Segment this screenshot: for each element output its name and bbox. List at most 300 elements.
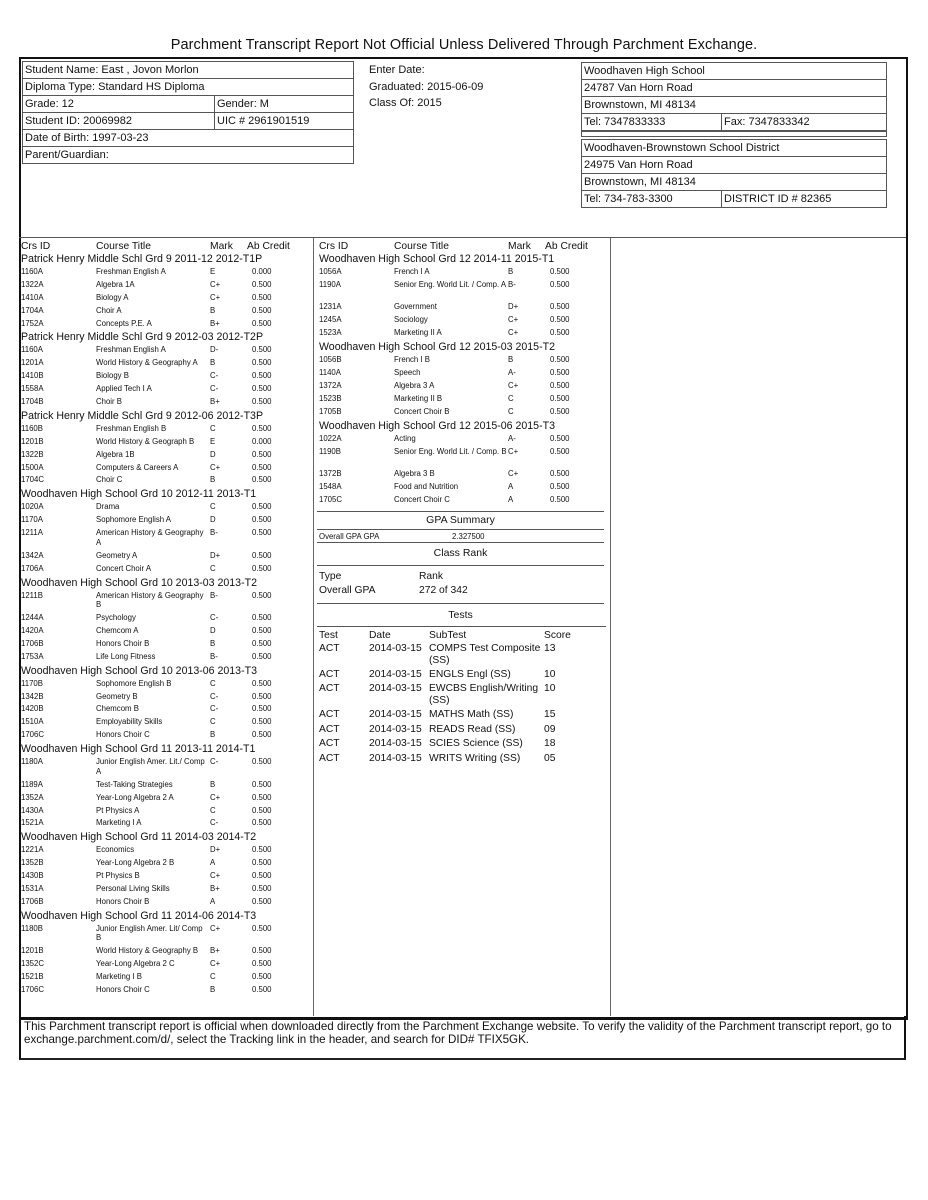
course-credit: 0.500 bbox=[550, 302, 570, 312]
course-mark: E bbox=[210, 436, 216, 446]
course-id: 1706C bbox=[21, 985, 44, 994]
test-subtest: READS Read (SS) bbox=[429, 723, 516, 735]
course-credit: 0.000 bbox=[252, 436, 272, 446]
course-id: 1342A bbox=[21, 550, 44, 560]
course-row bbox=[21, 896, 311, 909]
course-title: Speech bbox=[394, 368, 421, 378]
course-credit: 0.500 bbox=[252, 883, 272, 893]
course-row bbox=[319, 393, 607, 406]
school-tel: Tel: 7347833333 bbox=[584, 114, 722, 130]
test-name: ACT bbox=[319, 723, 340, 735]
course-mark: C bbox=[210, 678, 216, 688]
course-id: 1420A bbox=[21, 626, 44, 635]
rank-type: Overall GPA bbox=[319, 585, 376, 597]
course-title: Biology B bbox=[96, 371, 129, 381]
course-mark: C bbox=[508, 406, 514, 416]
test-row bbox=[319, 753, 607, 768]
course-id: 1211A bbox=[21, 528, 43, 538]
course-credit: 0.500 bbox=[252, 757, 272, 767]
term-heading: Woodhaven High School Grd 10 2013-06 2013-T3 bbox=[21, 664, 257, 677]
course-credit: 0.500 bbox=[252, 397, 272, 407]
course-credit: 0.500 bbox=[252, 779, 272, 789]
course-credit: 0.500 bbox=[550, 267, 570, 276]
course-row bbox=[21, 857, 311, 870]
gender: Gender: M bbox=[217, 98, 269, 110]
course-id: 1706A bbox=[21, 563, 44, 573]
course-row bbox=[21, 625, 311, 638]
course-row bbox=[21, 756, 311, 779]
test-date: 2014-03-15 bbox=[369, 738, 422, 750]
course-row bbox=[21, 844, 311, 857]
test-score: 05 bbox=[544, 752, 556, 764]
verification-footer: This Parchment transcript report is official when downloaded directly from the Parchment Exchange website. To verify the validity of the Parchment transcript report, go to exchange.parchment.com/d/, select the Tracking link in the header, and search for DID# TFIX5GK. bbox=[19, 1016, 906, 1060]
course-credit: 0.500 bbox=[550, 406, 570, 416]
test-date: 2014-03-15 bbox=[369, 723, 422, 735]
course-id: 1500A bbox=[21, 462, 44, 472]
course-title: Employability Skills bbox=[96, 717, 163, 727]
course-row bbox=[319, 354, 607, 367]
course-row bbox=[21, 792, 311, 805]
course-id: 1706B bbox=[21, 638, 44, 648]
test-date: 2014-03-15 bbox=[369, 642, 422, 654]
header-score: Score bbox=[544, 629, 571, 641]
school-address: 24787 Van Horn Road bbox=[584, 82, 693, 94]
course-title: Marketing II B bbox=[394, 393, 443, 403]
grade: Grade: 12 bbox=[25, 96, 215, 112]
test-subtest: WRITS Writing (SS) bbox=[429, 752, 521, 764]
course-id: 1190B bbox=[319, 446, 341, 456]
course-row bbox=[21, 436, 311, 449]
report-title: Parchment Transcript Report Not Official Unless Delivered Through Parchment Exchange. bbox=[170, 37, 758, 53]
course-mark: C- bbox=[210, 691, 219, 701]
course-row bbox=[21, 971, 311, 984]
course-mark: C+ bbox=[508, 380, 519, 390]
course-title: Year-Long Algebra 2 C bbox=[96, 959, 175, 969]
course-credit: 0.500 bbox=[252, 590, 272, 600]
course-id: 1201B bbox=[21, 946, 44, 956]
course-credit: 0.500 bbox=[252, 528, 272, 538]
course-id: 1410A bbox=[21, 292, 44, 302]
course-title: Junior English Amer. Lit/ Comp B bbox=[96, 923, 203, 943]
course-row bbox=[21, 462, 311, 475]
course-id: 1523A bbox=[319, 328, 342, 338]
course-id: 1322B bbox=[21, 449, 44, 459]
course-title: Sociology bbox=[394, 315, 428, 325]
course-id: 1160B bbox=[21, 423, 43, 433]
course-column-middle bbox=[319, 239, 607, 767]
course-credit: 0.500 bbox=[550, 469, 570, 479]
course-mark: B- bbox=[210, 528, 218, 538]
course-id: 1523B bbox=[319, 393, 342, 403]
course-id: 1056B bbox=[319, 355, 342, 365]
enrollment-dates bbox=[369, 62, 483, 112]
course-row bbox=[21, 423, 311, 436]
course-mark: C+ bbox=[210, 292, 221, 302]
course-credit: 0.500 bbox=[550, 393, 570, 403]
column-headers bbox=[319, 239, 607, 252]
course-id: 1020A bbox=[21, 502, 44, 512]
term-heading: Woodhaven High School Grd 10 2013-03 2013-T2 bbox=[21, 576, 257, 589]
course-mark: A- bbox=[508, 433, 516, 443]
course-id: 1245A bbox=[319, 315, 342, 325]
course-id: 1170B bbox=[21, 678, 43, 688]
course-title: American History & Geography A bbox=[96, 528, 204, 547]
test-subtest: MATHS Math (SS) bbox=[429, 709, 514, 721]
term-list bbox=[319, 252, 607, 507]
course-credit: 0.500 bbox=[252, 550, 272, 560]
course-credit: 0.500 bbox=[252, 985, 272, 994]
course-mark: C bbox=[210, 423, 216, 433]
course-id: 1704C bbox=[21, 475, 44, 485]
term-heading: Woodhaven High School Grd 12 2015-06 2015-T3 bbox=[319, 419, 555, 432]
course-row bbox=[21, 779, 311, 792]
test-row bbox=[319, 643, 607, 669]
test-score: 13 bbox=[544, 642, 556, 654]
course-id: 1190A bbox=[319, 279, 341, 289]
course-row bbox=[21, 729, 311, 742]
course-credit: 0.500 bbox=[252, 626, 272, 635]
course-credit: 0.500 bbox=[252, 923, 272, 933]
term-heading: Woodhaven High School Grd 10 2012-11 2013-T1 bbox=[21, 488, 257, 501]
course-credit: 0.500 bbox=[550, 481, 570, 491]
course-mark: B bbox=[210, 475, 216, 485]
course-id: 1352C bbox=[21, 959, 44, 969]
tests-table bbox=[319, 643, 607, 768]
course-row bbox=[21, 292, 311, 305]
course-mark: C bbox=[210, 805, 216, 815]
course-id: 1201B bbox=[21, 436, 44, 446]
course-mark: B+ bbox=[210, 946, 220, 956]
course-credit: 0.500 bbox=[252, 563, 272, 573]
school-name: Woodhaven High School bbox=[584, 65, 705, 77]
test-name: ACT bbox=[319, 738, 340, 750]
course-row bbox=[319, 301, 607, 314]
course-id: 1531A bbox=[21, 883, 44, 893]
enter-date: Enter Date: bbox=[369, 64, 425, 76]
course-row bbox=[21, 691, 311, 704]
course-mark: D bbox=[210, 626, 216, 635]
course-credit: 0.500 bbox=[252, 845, 272, 855]
course-row bbox=[21, 612, 311, 625]
course-mark: C- bbox=[210, 371, 219, 381]
course-id: 1510A bbox=[21, 717, 44, 727]
test-score: 09 bbox=[544, 723, 556, 735]
course-credit: 0.500 bbox=[550, 494, 570, 504]
course-id: 1430A bbox=[21, 805, 44, 815]
test-name: ACT bbox=[319, 642, 340, 654]
course-credit: 0.500 bbox=[252, 279, 272, 289]
course-mark: C- bbox=[210, 384, 219, 394]
course-title: Geometry A bbox=[96, 550, 138, 560]
course-title: Drama bbox=[96, 502, 120, 512]
course-title: Geometry B bbox=[96, 691, 138, 701]
course-credit: 0.500 bbox=[252, 384, 272, 394]
district-tel: Tel: 734-783-3300 bbox=[584, 191, 722, 207]
test-subtest: EWCBS English/Writing (SS) bbox=[429, 683, 539, 707]
course-credit: 0.500 bbox=[550, 328, 570, 338]
rank-header: Rank bbox=[419, 570, 444, 582]
course-title: Concert Choir A bbox=[96, 563, 152, 573]
course-credit: 0.000 bbox=[252, 267, 272, 276]
header-credit: Ab Credit bbox=[247, 241, 290, 252]
tests-column-headers bbox=[317, 626, 606, 643]
course-mark: C- bbox=[210, 613, 219, 623]
course-row bbox=[21, 651, 311, 664]
test-row bbox=[319, 709, 607, 724]
course-mark: C- bbox=[210, 818, 219, 828]
course-credit: 0.500 bbox=[252, 959, 272, 969]
course-credit: 0.500 bbox=[550, 279, 570, 289]
course-id: 1056A bbox=[319, 267, 342, 276]
course-title: Psychology bbox=[96, 613, 136, 623]
rank-value: 272 of 342 bbox=[419, 585, 468, 597]
course-mark: C bbox=[508, 393, 514, 403]
course-id: 1704A bbox=[21, 305, 44, 315]
course-mark: A bbox=[508, 481, 514, 491]
course-row bbox=[21, 883, 311, 896]
header-crs-id: Crs ID bbox=[319, 241, 349, 252]
course-row bbox=[21, 396, 311, 409]
class-rank-table bbox=[317, 565, 604, 601]
test-date: 2014-03-15 bbox=[369, 709, 422, 721]
course-row bbox=[21, 984, 311, 997]
course-mark: B+ bbox=[210, 318, 220, 328]
gpa-summary-heading: GPA Summary bbox=[317, 511, 604, 529]
course-mark: C- bbox=[210, 704, 219, 714]
course-row bbox=[21, 638, 311, 651]
course-row bbox=[21, 563, 311, 576]
class-rank-heading: Class Rank bbox=[317, 542, 604, 563]
header-subtest: SubTest bbox=[429, 629, 467, 641]
course-id: 1231A bbox=[319, 302, 342, 312]
course-mark: C bbox=[210, 972, 216, 982]
course-credit: 0.500 bbox=[252, 638, 272, 648]
header-test: Test bbox=[319, 629, 338, 641]
course-title: Algebra 1B bbox=[96, 449, 135, 459]
course-mark: A bbox=[210, 896, 216, 906]
course-row bbox=[21, 703, 311, 716]
course-mark: B bbox=[210, 730, 216, 740]
course-id: 1705B bbox=[319, 406, 342, 416]
header-mark: Mark bbox=[508, 241, 531, 252]
course-row bbox=[319, 468, 607, 481]
term-heading: Woodhaven High School Grd 12 2014-11 2015-T1 bbox=[319, 253, 555, 265]
course-title: Junior English Amer. Lit./ Comp A bbox=[96, 757, 205, 776]
course-title: French I B bbox=[394, 355, 430, 365]
course-row bbox=[319, 494, 607, 507]
test-row bbox=[319, 669, 607, 684]
course-row bbox=[21, 514, 311, 527]
course-mark: B bbox=[210, 985, 216, 994]
course-credit: 0.500 bbox=[252, 717, 272, 727]
column-headers bbox=[21, 239, 311, 252]
course-column-left bbox=[21, 239, 311, 997]
term-heading: Woodhaven High School Grd 12 2015-03 2015-T2 bbox=[319, 341, 555, 354]
course-mark: C+ bbox=[210, 959, 221, 969]
course-id: 1430B bbox=[21, 871, 44, 881]
course-mark: B bbox=[508, 355, 514, 365]
course-credit: 0.500 bbox=[252, 704, 272, 714]
course-title: Marketing I A bbox=[96, 818, 142, 828]
course-title: Choir A bbox=[96, 305, 122, 315]
course-mark: B bbox=[508, 267, 514, 276]
diploma-type: Diploma Type: Standard HS Diploma bbox=[25, 81, 205, 93]
course-title: Choir B bbox=[96, 397, 122, 407]
course-mark: C+ bbox=[508, 315, 519, 325]
course-id: 1022A bbox=[319, 433, 342, 443]
course-row bbox=[21, 716, 311, 729]
header-course-title: Course Title bbox=[96, 241, 151, 252]
course-row bbox=[21, 383, 311, 396]
course-title: Freshman English A bbox=[96, 267, 166, 276]
course-mark: B bbox=[210, 358, 216, 368]
course-row bbox=[21, 590, 311, 613]
course-row bbox=[21, 923, 311, 946]
district-city: Brownstown, MI 48134 bbox=[584, 176, 696, 188]
test-date: 2014-03-15 bbox=[369, 752, 422, 764]
course-mark: D+ bbox=[508, 302, 519, 312]
course-title: Freshman English B bbox=[96, 423, 167, 433]
course-mark: C+ bbox=[508, 469, 519, 479]
course-title: Marketing I B bbox=[96, 972, 142, 982]
district-name: Woodhaven-Brownstown School District bbox=[584, 142, 780, 154]
test-score: 15 bbox=[544, 709, 556, 721]
course-id: 1140A bbox=[319, 368, 341, 378]
test-subtest: ENGLS Engl (SS) bbox=[429, 668, 511, 680]
test-subtest: SCIES Science (SS) bbox=[429, 738, 523, 750]
school-info-box bbox=[581, 62, 887, 137]
school-city: Brownstown, MI 48134 bbox=[584, 99, 696, 111]
course-credit: 0.500 bbox=[252, 871, 272, 881]
rank-type-header: Type bbox=[319, 570, 342, 582]
course-mark: C+ bbox=[210, 279, 221, 289]
course-title: Chemcom B bbox=[96, 704, 139, 714]
test-date: 2014-03-15 bbox=[369, 668, 422, 680]
course-row bbox=[21, 305, 311, 318]
course-credit: 0.500 bbox=[252, 730, 272, 740]
term-heading: Patrick Henry Middle Schl Grd 9 2012-06 2012-T3P bbox=[21, 409, 264, 422]
course-title: Marketing II A bbox=[394, 328, 442, 338]
course-mark: B- bbox=[508, 279, 516, 289]
course-id: 1706B bbox=[21, 896, 44, 906]
course-credit: 0.500 bbox=[252, 613, 272, 623]
course-credit: 0.500 bbox=[252, 678, 272, 688]
course-credit: 0.500 bbox=[252, 515, 272, 525]
course-mark: C+ bbox=[210, 462, 221, 472]
header-date: Date bbox=[369, 629, 391, 641]
course-title: Life Long Fitness bbox=[96, 651, 156, 661]
course-credit: 0.500 bbox=[550, 380, 570, 390]
test-date: 2014-03-15 bbox=[369, 683, 422, 695]
course-title: Freshman English A bbox=[96, 345, 166, 355]
course-id: 1180A bbox=[21, 757, 43, 767]
course-title: Honors Choir C bbox=[96, 730, 150, 740]
course-row bbox=[21, 474, 311, 487]
course-id: 1322A bbox=[21, 279, 44, 289]
course-row bbox=[319, 380, 607, 393]
course-id: 1752A bbox=[21, 318, 44, 328]
course-mark: B bbox=[210, 779, 216, 789]
test-score: 10 bbox=[544, 683, 556, 695]
test-name: ACT bbox=[319, 683, 340, 695]
course-row bbox=[319, 446, 607, 469]
course-mark: D+ bbox=[210, 845, 221, 855]
course-mark: C+ bbox=[508, 328, 519, 338]
test-name: ACT bbox=[319, 668, 340, 680]
course-title: Applied Tech I A bbox=[96, 384, 152, 394]
header-mark: Mark bbox=[210, 241, 233, 252]
course-row bbox=[319, 406, 607, 419]
course-credit: 0.500 bbox=[252, 691, 272, 701]
course-mark: C bbox=[210, 717, 216, 727]
course-mark: B+ bbox=[210, 397, 220, 407]
course-row bbox=[319, 279, 607, 302]
student-id: Student ID: 20069982 bbox=[25, 113, 215, 129]
test-row bbox=[319, 683, 607, 709]
student-info-box bbox=[22, 61, 354, 164]
course-credit: 0.500 bbox=[252, 818, 272, 828]
term-heading: Patrick Henry Middle Schl Grd 9 2012-03 2012-T2P bbox=[21, 331, 264, 344]
course-title: Test-Taking Strategies bbox=[96, 779, 173, 789]
course-credit: 0.500 bbox=[252, 946, 272, 956]
course-id: 1372A bbox=[319, 380, 342, 390]
course-row bbox=[21, 945, 311, 958]
course-mark: A bbox=[210, 858, 216, 868]
course-row bbox=[21, 279, 311, 292]
course-row bbox=[21, 318, 311, 331]
course-mark: B+ bbox=[210, 883, 220, 893]
course-credit: 0.500 bbox=[550, 355, 570, 365]
test-name: ACT bbox=[319, 709, 340, 721]
course-mark: D bbox=[210, 449, 216, 459]
course-row bbox=[21, 501, 311, 514]
course-title: Concert Choir C bbox=[394, 494, 450, 504]
course-id: 1706C bbox=[21, 730, 44, 740]
course-credit: 0.500 bbox=[252, 305, 272, 315]
test-row bbox=[319, 738, 607, 753]
test-subtest: COMPS Test Composite (SS) bbox=[429, 642, 541, 666]
course-credit: 0.500 bbox=[252, 292, 272, 302]
test-score: 18 bbox=[544, 738, 556, 750]
course-title: Honors Choir C bbox=[96, 985, 150, 994]
course-mark: C- bbox=[210, 757, 219, 767]
course-id: 1420B bbox=[21, 704, 44, 714]
uic: UIC # 2961901519 bbox=[217, 115, 310, 127]
course-title: Pt Physics B bbox=[96, 871, 140, 881]
course-title: Food and Nutrition bbox=[394, 481, 459, 491]
course-mark: A bbox=[508, 494, 514, 504]
course-title: Sophomore English B bbox=[96, 678, 172, 688]
course-credit: 0.500 bbox=[252, 423, 272, 433]
term-heading: Woodhaven High School Grd 11 2014-03 2014-T2 bbox=[21, 831, 257, 844]
course-row bbox=[319, 314, 607, 327]
graduated-date: Graduated: 2015-06-09 bbox=[369, 80, 484, 93]
course-title: Senior Eng. World Lit. / Comp. B bbox=[394, 446, 507, 456]
course-id: 1201A bbox=[21, 358, 44, 368]
course-mark: D+ bbox=[210, 550, 221, 560]
course-id: 1558A bbox=[21, 384, 44, 394]
course-row bbox=[21, 550, 311, 563]
course-title: Chemcom A bbox=[96, 626, 139, 635]
header-divider bbox=[19, 237, 906, 238]
course-title: Biology A bbox=[96, 292, 129, 302]
course-title: Pt Physics A bbox=[96, 805, 140, 815]
course-title: World History & Geography B bbox=[96, 946, 199, 956]
course-credit: 0.500 bbox=[252, 651, 272, 661]
course-id: 1521A bbox=[21, 818, 44, 828]
course-row bbox=[319, 327, 607, 340]
course-id: 1160A bbox=[21, 267, 43, 276]
